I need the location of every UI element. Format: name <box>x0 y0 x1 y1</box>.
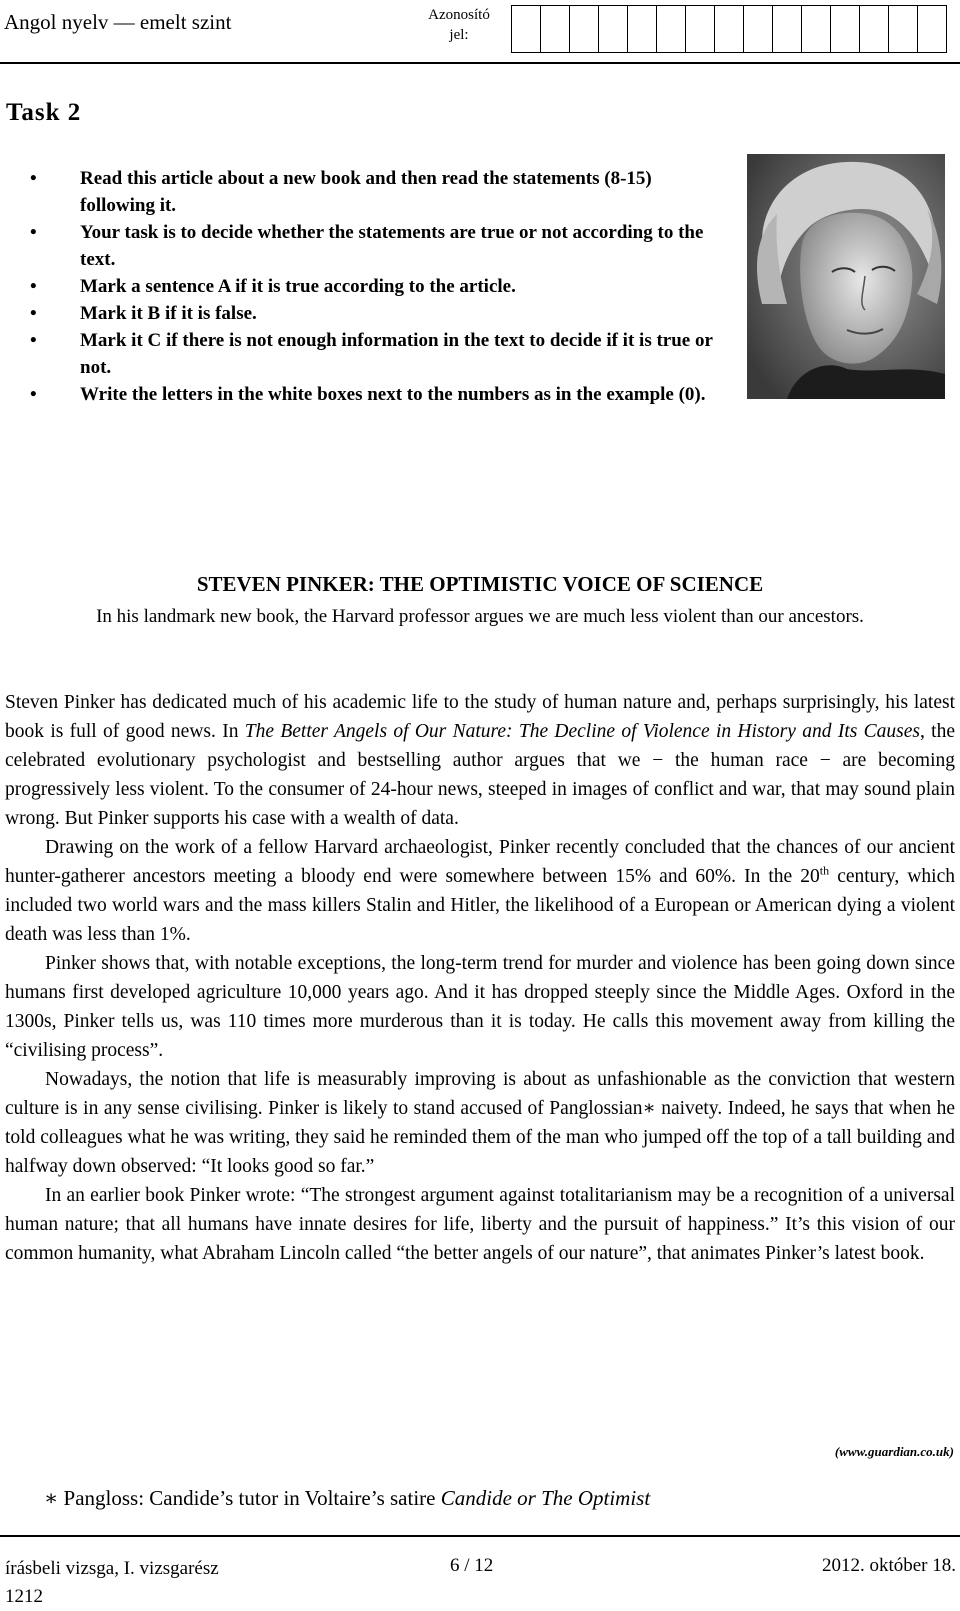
article-paragraph: Steven Pinker has dedicated much of his academic life to the study of human nature and, perhaps surprisingly, his latest book is full of good news. In The Better Angels of Our Nature: The Decline of Violence in History and Its Causes, the celebrated evolutionary psychologist and bestselling author argues that we − the human race − are becoming progressively less violent. To the consumer of 24-hour news, steeped in images of conflict and war, that may sound plain wrong. But Pinker supports his case with a wealth of data. <box>5 692 956 829</box>
article-body <box>5 688 955 1268</box>
id-box <box>656 5 686 53</box>
footnote: ∗ Pangloss: Candide’s tutor in Voltaire’s satire Candide or The Optimist <box>44 1486 651 1510</box>
bullet-icon: • <box>30 222 37 243</box>
id-box <box>859 5 889 53</box>
bullet-icon: • <box>30 168 37 189</box>
id-box <box>569 5 599 53</box>
header-divider <box>0 62 960 64</box>
bullet-icon: • <box>30 330 37 351</box>
task-title: Task 2 <box>6 99 82 126</box>
id-label-line1: Azonosító <box>428 7 490 23</box>
instruction-item: • Your task is to decide whether the statements are true or not according to the text. <box>0 219 730 273</box>
instruction-item: • Mark a sentence A if it is true according to the article. <box>0 273 730 300</box>
bullet-icon: • <box>30 303 37 324</box>
bullet-icon: • <box>30 276 37 297</box>
instruction-item: • Mark it C if there is not enough information in the text to decide if it is true or not. <box>0 327 730 381</box>
id-box <box>743 5 773 53</box>
id-box <box>830 5 860 53</box>
id-box <box>772 5 802 53</box>
book-title: The Better Angels of Our Nature: The Decline of Violence in History and Its Causes <box>244 721 920 742</box>
bullet-icon: • <box>30 384 37 405</box>
article-subtitle: In his landmark new book, the Harvard professor argues we are much less violent than our ancestors. <box>96 606 864 627</box>
id-box <box>801 5 831 53</box>
id-box <box>714 5 744 53</box>
exam-subject: Angol nyelv — emelt szint <box>4 10 232 34</box>
author-portrait <box>747 154 945 399</box>
instruction-item: • Write the letters in the white boxes next to the numbers as in the example (0). <box>0 381 730 408</box>
footer-exam-info: írásbeli vizsga, I. vizsgarész 1212 <box>5 1558 219 1607</box>
page-number: 6 / 12 <box>450 1555 494 1576</box>
article-paragraph: Pinker shows that, with notable exceptions, the long-term trend for murder and violence has been going down since humans first developed agriculture 10,000 years ago. And it has dropped steeply since the Middle Ages. Oxford in the 1300s, Pinker tells us, was 110 times more murderous than it is today. He calls this movement away from killing the “civilising process”. <box>5 953 955 1061</box>
instructions-list <box>0 165 730 408</box>
id-box <box>627 5 657 53</box>
article-paragraph: In an earlier book Pinker wrote: “The strongest argument against totalitarianism may be a recognition of a universal human nature; that all humans have innate desires for life, liberty and the pursuit of happiness.” It’s this vision of our common humanity, what Abraham Lincoln called “the better angels of our nature”, that animates Pinker’s latest book. <box>5 1185 955 1264</box>
article-title: STEVEN PINKER: THE OPTIMISTIC VOICE OF SCIENCE <box>196 572 764 596</box>
id-box <box>888 5 918 53</box>
article-paragraph: Nowadays, the notion that life is measurably improving is about as unfashionable as the conviction that western culture is in any sense civilising. Pinker is likely to stand accused of Panglossian∗ naivety. Indeed, he says that when he told colleagues what he was writing, they said he reminded them of the man who jumped off the top of a tall building and halfway down observed: “It looks good so far.” <box>5 1069 955 1177</box>
footer-divider <box>0 1535 960 1537</box>
instruction-item: • Mark it B if it is false. <box>0 300 730 327</box>
exam-date: 2012. október 18. <box>821 1555 956 1576</box>
page-header <box>0 0 960 66</box>
article-source: (www.guardian.co.uk) <box>834 1444 954 1459</box>
article-paragraph: Drawing on the work of a fellow Harvard archaeologist, Pinker recently concluded that the chances of our ancient hunter-gatherer ancestors meeting a bloody end were somewhere between 15% and 60%. In the 20th century, which included two world wars and the mass killers Stalin and Hitler, the likelihood of a European or American dying a violent death was less than 1%. <box>5 837 955 945</box>
id-label <box>422 5 496 45</box>
id-box <box>540 5 570 53</box>
id-box <box>511 5 541 53</box>
id-box <box>917 5 947 53</box>
id-boxes <box>512 5 947 53</box>
id-box <box>685 5 715 53</box>
instruction-item: • Read this article about a new book and then read the statements (8-15) following it. <box>0 165 730 219</box>
id-box <box>598 5 628 53</box>
id-label-line2: jel: <box>449 27 469 43</box>
